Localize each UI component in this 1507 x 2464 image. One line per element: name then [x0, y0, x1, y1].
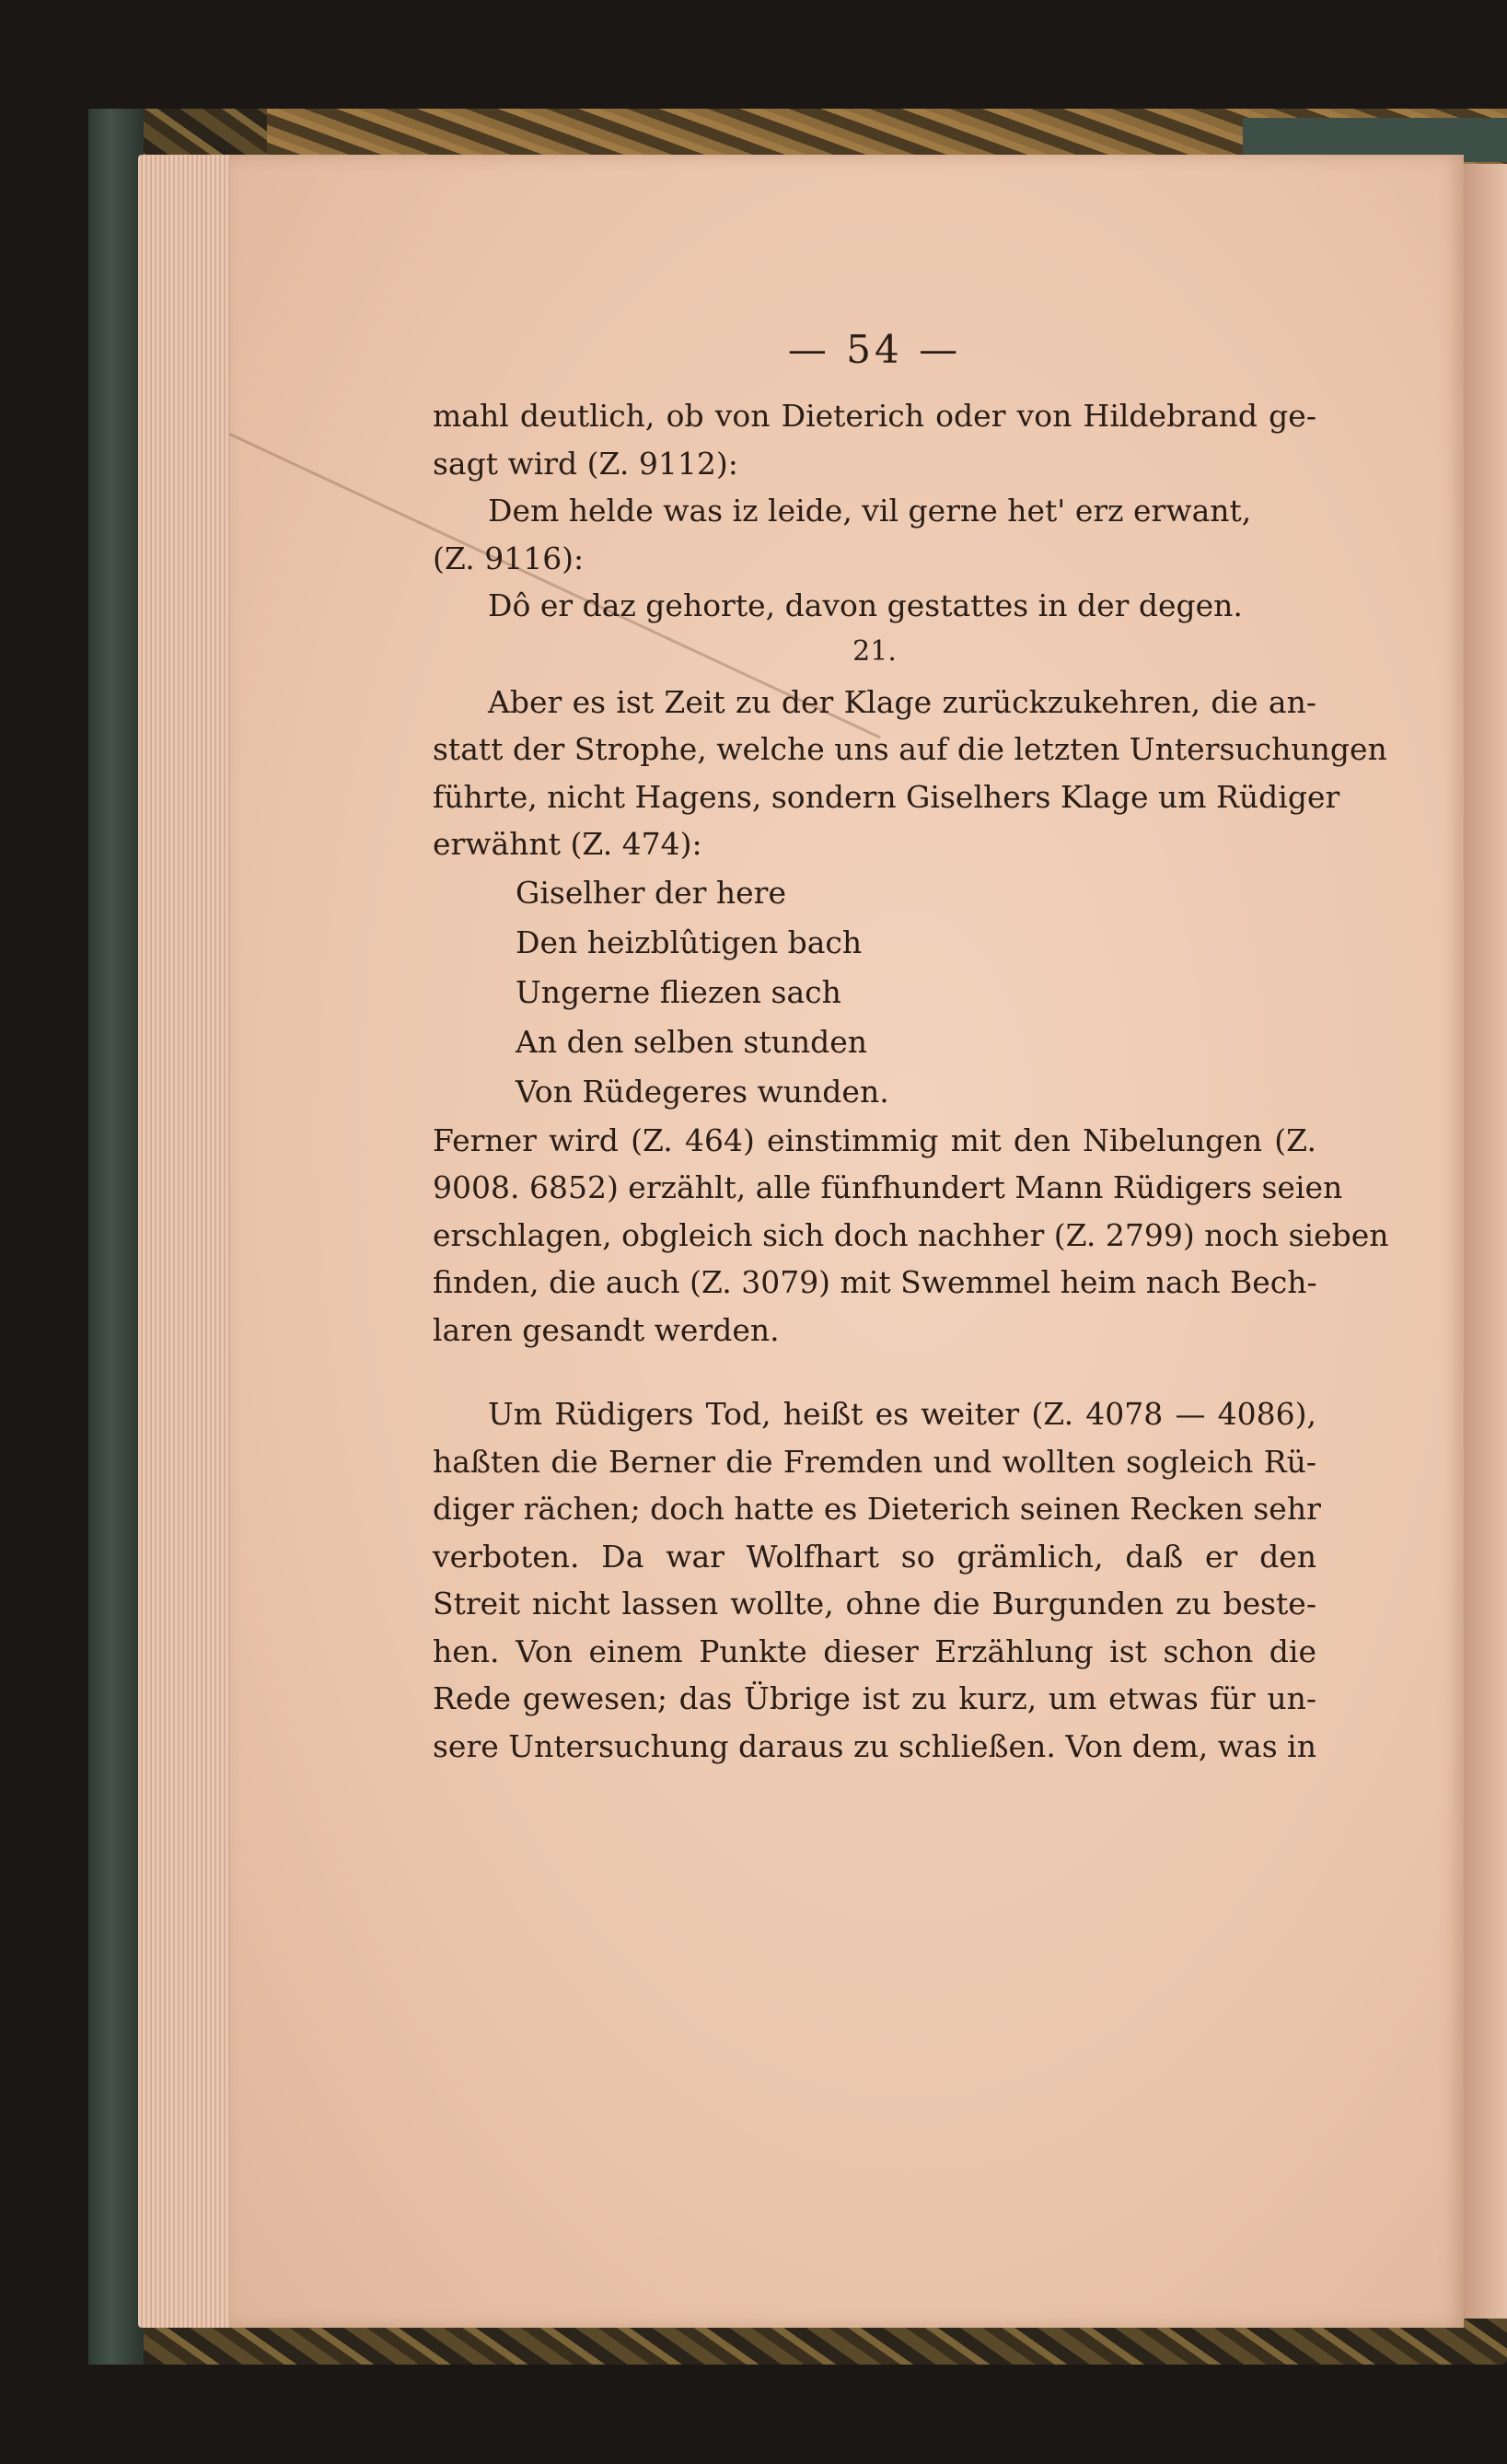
- next-page-edge: [1464, 164, 1507, 2319]
- paragraph-line: 9008. 6852) erzählt, alle fünfhundert Mann Rüdigers seien: [433, 1169, 1343, 1205]
- paragraph-line: hen. Von einem Punkte dieser Erzählung ist schon die: [433, 1633, 1316, 1669]
- cover-binding: [88, 109, 144, 2365]
- page-number: — 54 —: [787, 327, 962, 372]
- paragraph-line: Um Rüdigers Tod, heißt es weiter (Z. 4078 — 4086),: [488, 1396, 1316, 1432]
- paragraph-line: verboten. Da war Wolfhart so grämlich, daß er den: [433, 1538, 1316, 1575]
- verse-line: Von Rüdegeres wunden.: [516, 1073, 889, 1110]
- paragraph-line: haßten die Berner die Fremden und wollten sogleich Rü-: [433, 1443, 1316, 1480]
- paragraph-line: erschlagen, obgleich sich doch nachher (Z. 2799) noch sieben: [433, 1216, 1389, 1253]
- paragraph-gap: [433, 1354, 1316, 1390]
- page-text: [433, 327, 1389, 1770]
- paragraph-line: Aber es ist Zeit zu der Klage zurückzukehren, die an-: [488, 683, 1316, 720]
- paragraph-line: finden, die auch (Z. 3079) mit Swemmel heim nach Bech-: [433, 1264, 1317, 1300]
- verse-line: An den selben stunden: [516, 1023, 867, 1060]
- page-edges: [138, 155, 244, 2328]
- paragraph-line: diger rächen; doch hatte es Dieterich seinen Recken sehr: [433, 1491, 1321, 1527]
- quote-line: Dô er daz gehorte, davon gestattes in der degen.: [488, 587, 1243, 623]
- verse-line: Den heizblûtigen bach: [516, 924, 863, 960]
- verse-line: Giselher der here: [516, 874, 786, 911]
- text-line: sagt wird (Z. 9112):: [433, 445, 738, 482]
- paragraph-line: Ferner wird (Z. 464) einstimmig mit den Nibelungen (Z.: [433, 1122, 1316, 1158]
- text-line: mahl deutlich, ob von Dieterich oder von Hildebrand ge-: [433, 398, 1316, 434]
- section-number: 21.: [852, 634, 897, 668]
- paragraph-line: erwähnt (Z. 474):: [433, 826, 702, 862]
- paragraph-line: Rede gewesen; das Übrige ist zu kurz, um etwas für un-: [433, 1680, 1316, 1716]
- paragraph-line: statt der Strophe, welche uns auf die letzten Untersuchungen: [433, 731, 1387, 767]
- paragraph-line: Streit nicht lassen wollte, ohne die Burgunden zu beste-: [433, 1586, 1316, 1621]
- text-line: (Z. 9116):: [433, 540, 585, 576]
- paragraph-line: laren gesandt werden.: [433, 1311, 780, 1348]
- paragraph-line: führte, nicht Hagens, sondern Giselhers Klage um Rüdiger: [433, 778, 1340, 815]
- paragraph-line: sere Untersuchung daraus zu schließen. Von dem, was in: [433, 1727, 1316, 1764]
- verse-line: Ungerne fliezen sach: [516, 973, 841, 1010]
- quote-line: Dem helde was iz leide, vil gerne het' erz erwant,: [488, 493, 1252, 529]
